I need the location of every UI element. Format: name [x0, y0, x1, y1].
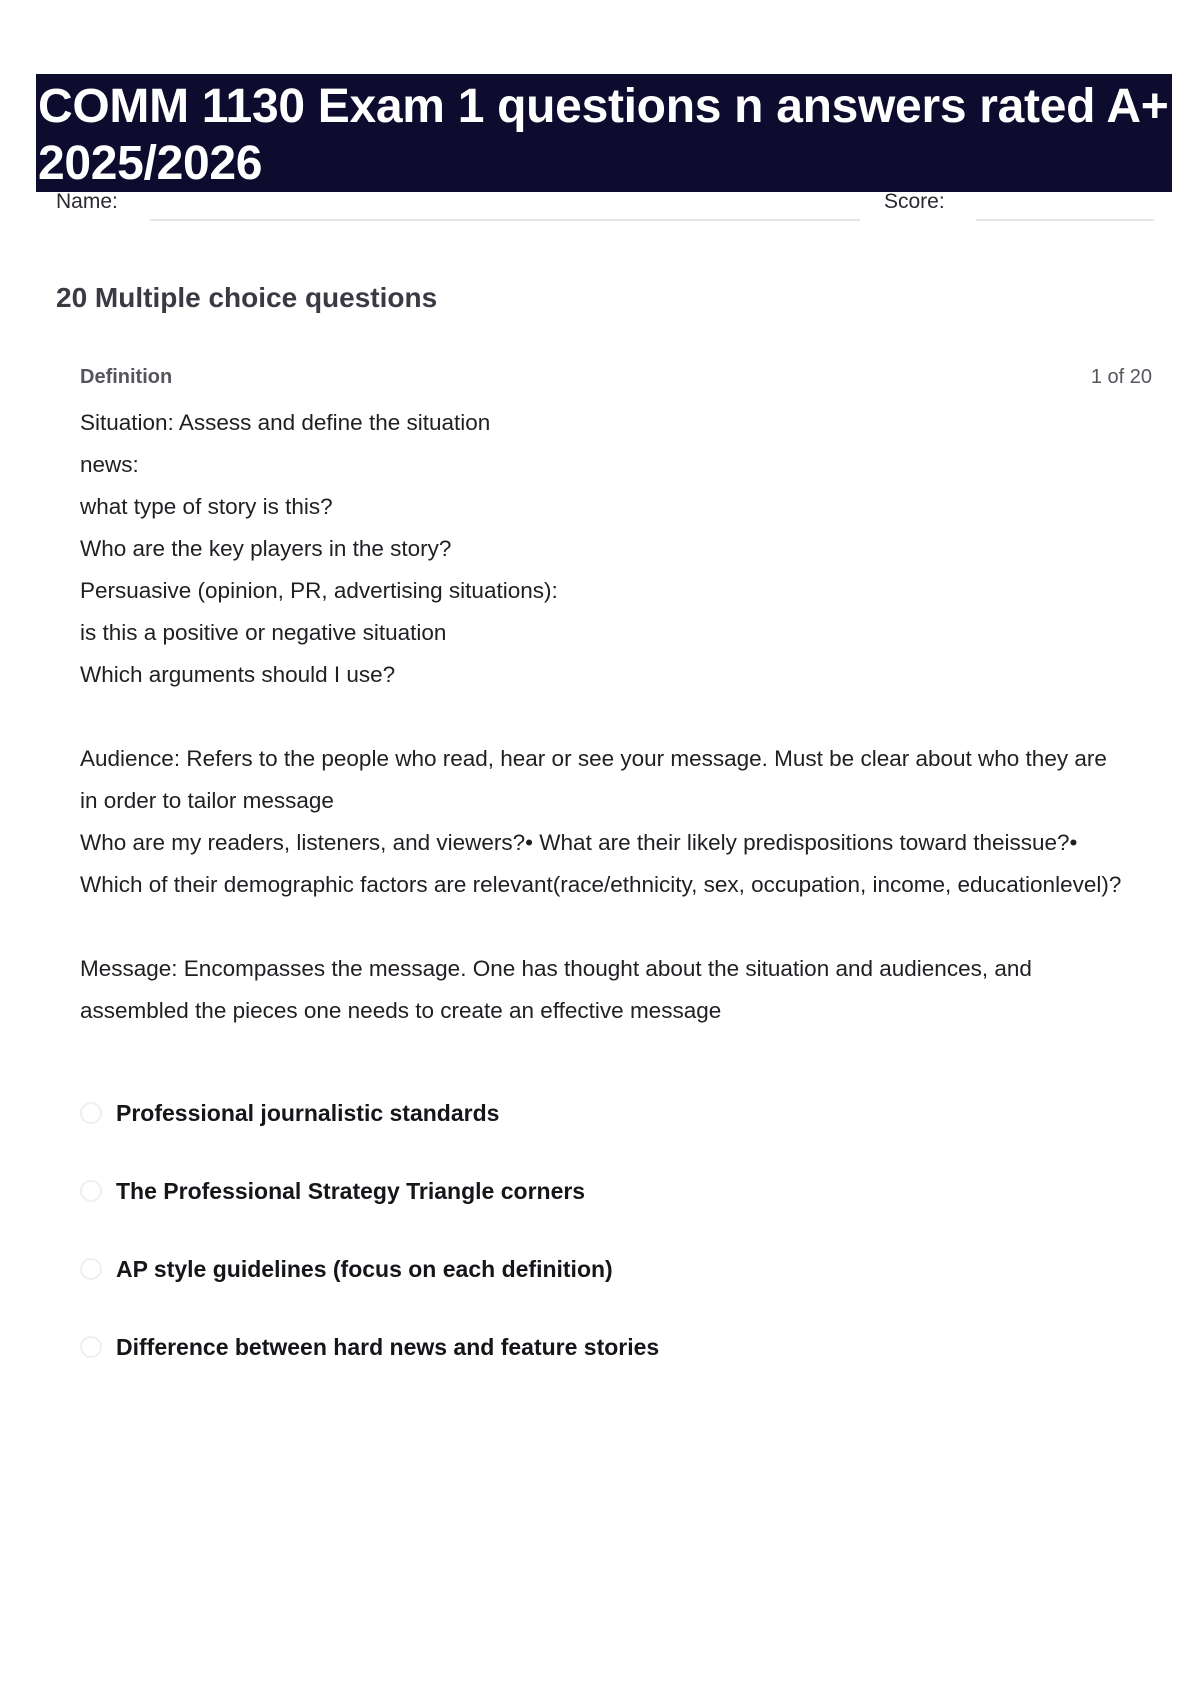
name-field-line[interactable]	[150, 219, 860, 221]
audience-questions-paragraph: Who are my readers, listeners, and viewers?• What are their likely predispositions toward theissue?• Which of their demographic factors are relevant(race/ethnicity, sex, occupation, income, educationlevel)?	[80, 830, 1122, 897]
radio-button[interactable]	[80, 1180, 102, 1202]
definition-text	[80, 402, 1130, 1032]
option-label: AP style guidelines (focus on each definition)	[116, 1256, 613, 1282]
answer-option[interactable]	[80, 1251, 659, 1329]
definition-line: Situation: Assess and define the situation	[80, 410, 491, 435]
section-title: 20 Multiple choice questions	[56, 282, 438, 313]
score-label: Score:	[884, 190, 945, 213]
audience-paragraph: Audience: Refers to the people who read, hear or see your message. Must be clear about who they are in order to tailor message	[80, 746, 1107, 813]
definition-label: Definition	[80, 366, 173, 388]
message-paragraph: Message: Encompasses the message. One has thought about the situation and audiences, and assembled the pieces one needs to create an effective message	[80, 956, 1032, 1023]
answer-options	[80, 1095, 659, 1407]
name-label: Name:	[56, 190, 118, 213]
definition-line: Which arguments should I use?	[80, 662, 396, 687]
title-banner	[36, 74, 1172, 192]
answer-option[interactable]	[80, 1329, 659, 1407]
score-field-line[interactable]	[976, 219, 1154, 221]
document-title: COMM 1130 Exam 1 questions n answers rated A+ 2025/2026	[38, 80, 1169, 190]
answer-option[interactable]	[80, 1095, 659, 1173]
answer-option[interactable]	[80, 1173, 659, 1251]
radio-button[interactable]	[80, 1336, 102, 1358]
radio-button[interactable]	[80, 1102, 102, 1124]
question-counter: 1 of 20	[1090, 366, 1152, 388]
definition-line: what type of story is this?	[80, 494, 333, 519]
definition-line: Persuasive (opinion, PR, advertising situations):	[80, 578, 558, 603]
option-label: Difference between hard news and feature stories	[116, 1334, 660, 1360]
definition-line: Who are the key players in the story?	[80, 536, 452, 561]
definition-line: news:	[80, 452, 139, 477]
radio-button[interactable]	[80, 1258, 102, 1280]
option-label: The Professional Strategy Triangle corners	[116, 1178, 586, 1204]
option-label: Professional journalistic standards	[116, 1100, 500, 1126]
definition-line: is this a positive or negative situation	[80, 620, 447, 645]
